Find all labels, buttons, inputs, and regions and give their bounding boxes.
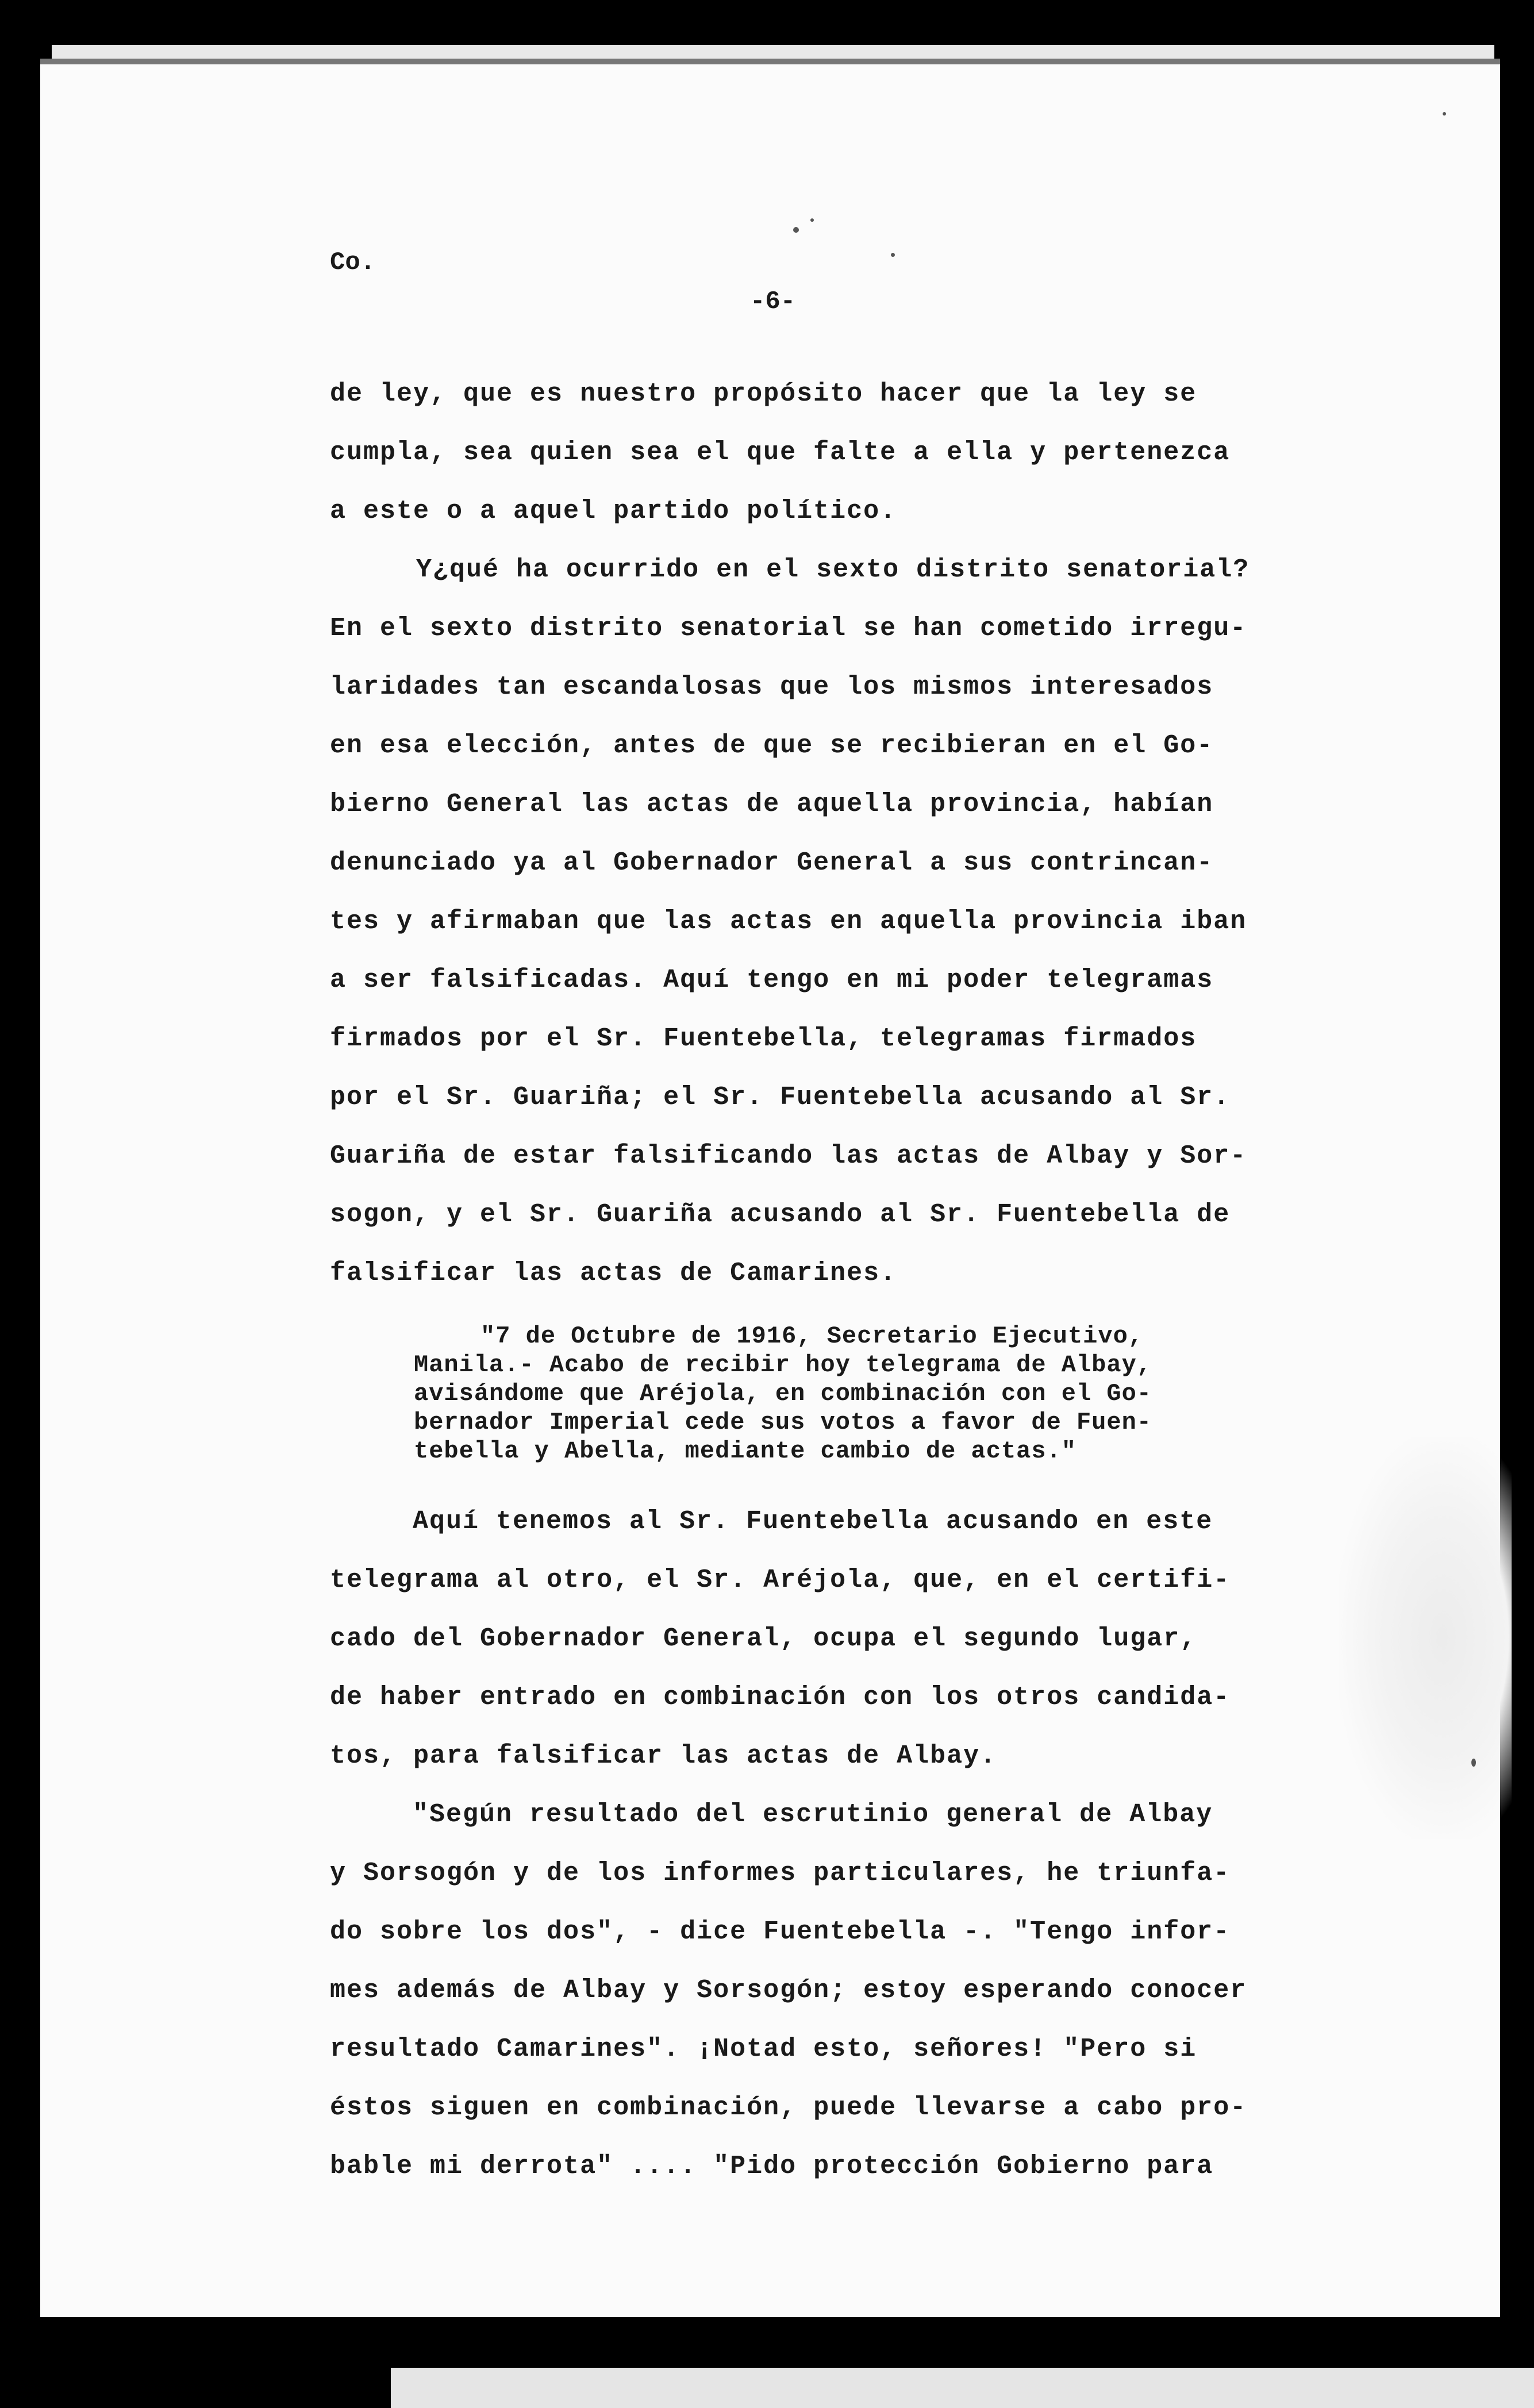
text-line: "Según resultado del escrutinio general de Albay — [413, 1800, 1213, 1829]
scan-speck — [1443, 112, 1446, 116]
text-line: do sobre los dos", - dice Fuentebella -. "Tengo infor- — [330, 1917, 1231, 1947]
text-line: mes además de Albay y Sorsogón; estoy esperando conocer — [330, 1976, 1247, 2005]
text-line: en esa elección, antes de que se recibieran en el Go- — [330, 731, 1214, 760]
text-line: resultado Camarines". ¡Notad esto, señores! "Pero si — [330, 2034, 1197, 2064]
text-line: y Sorsogón y de los informes particulares, he triunfa- — [330, 1859, 1231, 1888]
page-header-initials: Co. — [330, 248, 376, 277]
quote-line: Manila.- Acabo de recibir hoy telegrama de Albay, — [414, 1351, 1152, 1379]
text-line: falsificar las actas de Camarines. — [330, 1259, 897, 1288]
text-line: éstos siguen en combinación, puede llevarse a cabo pro- — [330, 2093, 1247, 2122]
text-line: de ley, que es nuestro propósito hacer que la ley se — [330, 379, 1197, 409]
text-line: sogon, y el Sr. Guariña acusando al Sr. Fuentebella de — [330, 1200, 1231, 1229]
text-line: de haber entrado en combinación con los otros candida- — [330, 1683, 1231, 1712]
text-line: telegrama al otro, el Sr. Aréjola, que, en el certifi- — [330, 1565, 1231, 1595]
scan-speck — [810, 218, 814, 222]
text-line: laridades tan escandalosas que los mismos interesados — [330, 672, 1214, 702]
text-line: tos, para falsificar las actas de Albay. — [330, 1741, 997, 1771]
quote-line: tebella y Abella, mediante cambio de actas." — [414, 1437, 1077, 1465]
text-line: bable mi derrota" .... "Pido protección Gobierno para — [330, 2152, 1214, 2181]
scan-speck — [793, 227, 799, 233]
quote-line: bernador Imperial cede sus votos a favor de Fuen- — [414, 1409, 1152, 1436]
paper-stain — [1339, 1437, 1512, 1839]
page-number: -6- — [750, 287, 796, 316]
text-line: Aquí tenemos al Sr. Fuentebella acusando en este — [413, 1507, 1213, 1536]
quote-line: "7 de Octubre de 1916, Secretario Ejecutivo, — [480, 1322, 1143, 1350]
text-line: Guariña de estar falsificando las actas de Albay y Sor- — [330, 1141, 1247, 1171]
next-page-edge — [391, 2368, 1534, 2408]
text-line: cado del Gobernador General, ocupa el segundo lugar, — [330, 1624, 1197, 1653]
text-line: tes y afirmaban que las actas en aquella provincia iban — [330, 907, 1247, 936]
text-line: En el sexto distrito senatorial se han cometido irregu- — [330, 614, 1247, 643]
scan-speck — [1471, 1759, 1476, 1767]
text-line: cumpla, sea quien sea el que falte a ella y pertenezca — [330, 438, 1231, 467]
scan-speck — [891, 253, 895, 257]
text-line: Y¿qué ha ocurrido en el sexto distrito senatorial? — [416, 555, 1250, 584]
text-line: a este o a aquel partido político. — [330, 497, 897, 526]
text-line: por el Sr. Guariña; el Sr. Fuentebella acusando al Sr. — [330, 1083, 1231, 1112]
text-line: a ser falsificadas. Aquí tengo en mi poder telegramas — [330, 965, 1214, 995]
text-line: denunciado ya al Gobernador General a sus contrincan- — [330, 848, 1214, 878]
quote-line: avisándome que Aréjola, en combinación con el Go- — [414, 1380, 1152, 1407]
text-line: bierno General las actas de aquella provincia, habían — [330, 790, 1214, 819]
text-line: firmados por el Sr. Fuentebella, telegramas firmados — [330, 1024, 1197, 1053]
